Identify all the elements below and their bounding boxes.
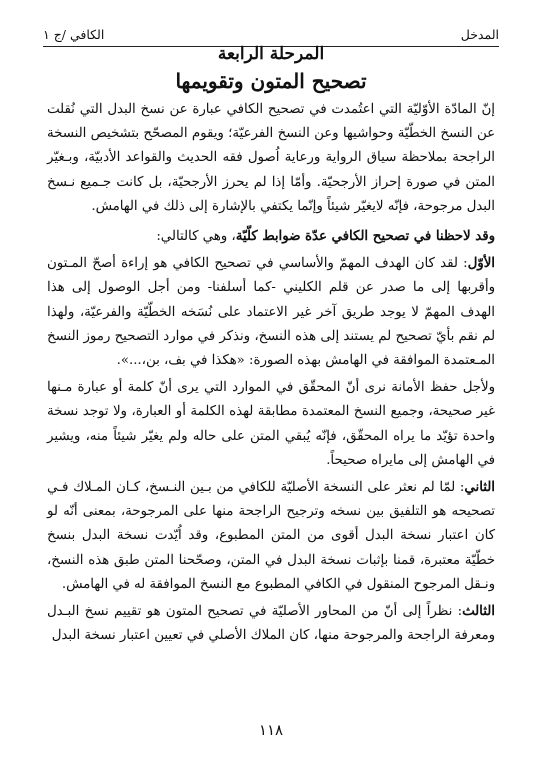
rule-second-text: : لمّا لم نعثر على النسخة الأصليّة للكافي من بـين النـسخ، كـان المـلاك فـي تصحيحه هو التلفيق بين نسخه وترجيح الراجحة منها على المرجوحة، بمعنى أنّه لو كان اعتبار نسخة البدل أقوى من المتن المطبوع، وقد اُيّدت نسخة البدل بنسخ خطّيّة معتبرة، قمنا بإثبات نسخة البدل في المتن، وصحّحنا المتن طبق هذه النسخ، ونـقل المرجوح المنقول في الكافي المطبوع مع النسخ الموافقة له في الهامش. [47,480,495,592]
rules-intro-bold: وقد لاحظنا في تصحيح الكافي عدّة ضوابط كلّيّة [235,229,495,245]
paragraph-rules-intro [47,225,495,249]
section-title: المرحلة الرابعة [217,44,325,64]
page-number: ١١٨ [258,721,284,739]
section-subtitle: تصحيح المتون وتقويمها [175,69,367,93]
rule-second-label: الثاني [464,480,495,496]
paragraph-rule-second [47,476,495,597]
rule-third-text: : نظراً إلى أنّ من المحاور الأصليّة في تصحيح المتون هو تقييم نسخ البـدل ومعرفة الراجحة والمرجوحة منها، كان الملاك الأصلي في تعيين اعتبار نسخة البدل [47,604,495,644]
paragraph-rule-third [47,600,495,648]
rules-intro-rest: ، وهي كالتالي: [156,229,236,245]
rule-first-label: الأوّل [467,256,495,272]
header-book-volume: الكافي /ج ١ [43,27,105,42]
rule-first-text: : لقد كان الهدف المهمّ والأساسي في تصحيح الكافي هو إراءة أصحّ المـتون وأقربها إلى ما صدر عن قلم الكليني -كما أسلفنا- ومن أجل الوصول إلى هذا الهدف المهمّ لا يوجد طريق آخر غير الاعتماد على نُسَخه الخطّيّة والفرعيّة، ولهذا لم نقم بأيّ تصحيح لم يستند إلى هذه النسخ، ونذكر في موارد التصحيح رموز النسخ المـعتمدة الموافقة في الهامش بهذه الصورة: «هكذا في بف، بن،...». [47,256,495,369]
paragraph-trust: ولأجل حفظ الأمانة نرى أنّ المحقّق في الموارد التي يرى أنّ كلمة أو عبارة مـنها غير صحيحة، وجميع النسخ المعتمدة مطابقة لهذه الكلمة أو العبارة، ولا توجد نسخة واحدة تؤيّد ما يراه المحقّق، فإنّه يُبقي المتن على حاله ولم يغيّر شيئاً منه، ويشير في الهامش إلى مايراه صحيحاً. [47,380,495,468]
header-section-name: المدخل [460,27,499,42]
rule-third-label: الثالث [462,604,495,620]
body-text [47,98,495,648]
paragraph-intro: إنّ المادّة الأوّليّة التي اعتُمدت في تصحيح الكافي عبارة عن نسخ البدل التي نُقلت عن النسخ الخطّيّة وحواشيها وعن النسخ الفرعيّة؛ ويقوم المصحّح بتشخيص النسخة الراجحة بملاحظة سياق الرواية ورعاية اُصول فقه الحديث والقواعد الأدبيّة، وبـغيّر المتن في صورة إحراز الأرجحيّة. وأمّا إذا لم يحرز الأرجحيّة، بل كانت جـميع نـسخ البدل مرجوحة، فإنّه لايغيّر شيئاً وإنّما يكتفي بالإشارة إلى ذلك في الهامش. [47,102,495,214]
paragraph-rule-first [47,252,495,373]
